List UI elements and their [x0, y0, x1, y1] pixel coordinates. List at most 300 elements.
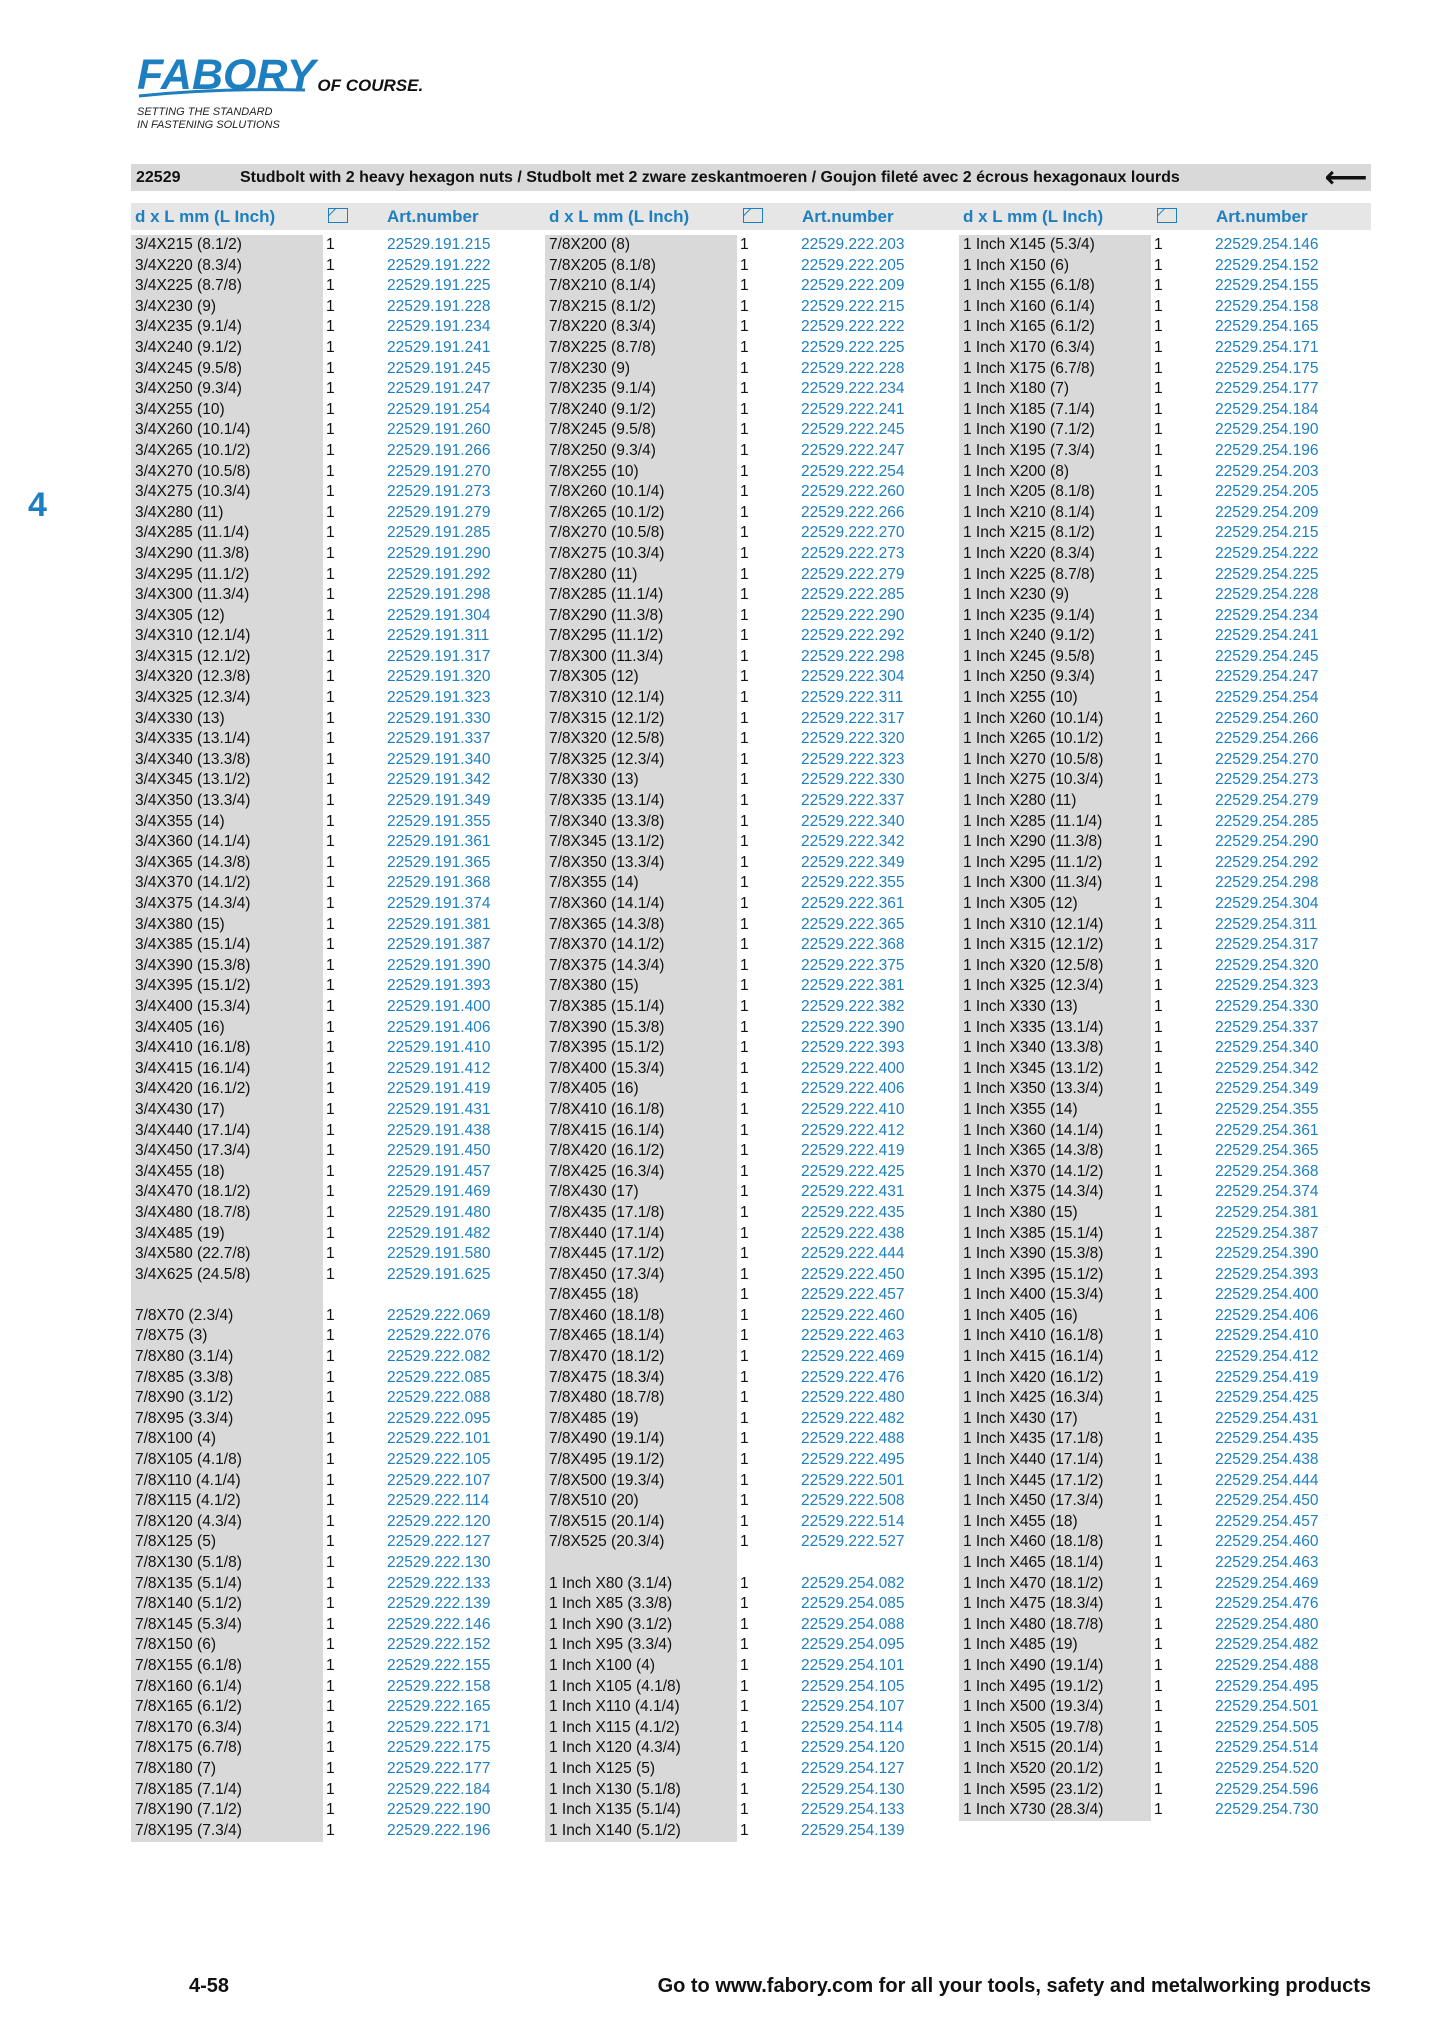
- art-number-cell[interactable]: 22529.222.270: [801, 524, 905, 542]
- art-number-cell[interactable]: 22529.222.076: [387, 1327, 491, 1345]
- quantity-cell: 1: [1154, 338, 1163, 356]
- art-number-cell[interactable]: 22529.222.527: [801, 1533, 905, 1551]
- art-number-cell[interactable]: 22529.191.234: [387, 318, 491, 336]
- art-number-cell[interactable]: 22529.191.215: [387, 236, 491, 253]
- dimension-cell: 1 Inch X380 (15): [963, 1203, 1078, 1221]
- art-number-cell[interactable]: 22529.222.205: [801, 256, 905, 274]
- art-number-cell[interactable]: 22529.191.355: [387, 812, 491, 830]
- art-number-cell[interactable]: 22529.191.342: [387, 771, 491, 789]
- art-number-cell[interactable]: 22529.222.390: [801, 1018, 905, 1036]
- art-number-cell[interactable]: 22529.254.152: [1215, 256, 1319, 274]
- art-number-cell[interactable]: 22529.254.406: [1215, 1306, 1319, 1324]
- art-number-cell[interactable]: 22529.222.337: [801, 792, 905, 810]
- art-number-cell[interactable]: 22529.222.105: [387, 1451, 491, 1469]
- art-number-cell[interactable]: 22529.222.444: [801, 1245, 905, 1263]
- art-number-cell[interactable]: 22529.222.488: [801, 1430, 905, 1448]
- art-number-cell[interactable]: 22529.222.247: [801, 441, 905, 459]
- quantity-cell: 1: [326, 1759, 335, 1777]
- quantity-cell: 1: [740, 586, 749, 604]
- art-number-cell[interactable]: 22529.254.365: [1215, 1142, 1319, 1160]
- art-number-cell[interactable]: 22529.254.247: [1215, 668, 1319, 686]
- dimension-cell: 1 Inch X360 (14.1/4): [963, 1121, 1104, 1139]
- art-number-cell[interactable]: 22529.222.165: [387, 1698, 491, 1716]
- art-number-cell[interactable]: 22529.222.085: [387, 1368, 491, 1386]
- quantity-cell: 1: [326, 1451, 335, 1469]
- art-number-cell[interactable]: 22529.254.460: [1215, 1533, 1319, 1551]
- art-number-cell[interactable]: 22529.254.390: [1215, 1245, 1319, 1263]
- dimension-cell: 3/4X350 (13.3/4): [135, 792, 251, 810]
- art-number-cell[interactable]: 22529.222.266: [801, 503, 905, 521]
- art-number-cell[interactable]: 22529.254.175: [1215, 359, 1319, 377]
- quantity-cell: 1: [1154, 1554, 1163, 1571]
- art-number-cell[interactable]: 22529.254.425: [1215, 1389, 1319, 1407]
- dimension-cell: 7/8X175 (6.7/8): [135, 1739, 242, 1757]
- dimension-cell: 1 Inch X470 (18.1/2): [963, 1574, 1104, 1592]
- art-number-cell[interactable]: 22529.254.505: [1215, 1718, 1319, 1736]
- dimension-cell: 3/4X240 (9.1/2): [135, 338, 242, 356]
- art-number-cell[interactable]: 22529.254.298: [1215, 874, 1319, 892]
- art-number-cell[interactable]: 22529.254.203: [1215, 462, 1319, 480]
- art-number-cell[interactable]: 22529.254.196: [1215, 441, 1319, 459]
- dimension-cell: 1 Inch X515 (20.1/4): [963, 1739, 1104, 1757]
- art-number-cell[interactable]: 22529.254.105: [801, 1677, 905, 1695]
- art-number-cell[interactable]: 22529.191.298: [387, 586, 491, 604]
- art-number-cell[interactable]: 22529.191.317: [387, 647, 491, 665]
- art-number-cell[interactable]: 22529.191.337: [387, 730, 491, 748]
- dimension-cell: 1 Inch X430 (17): [963, 1409, 1078, 1427]
- art-number-cell[interactable]: 22529.222.114: [387, 1492, 490, 1510]
- art-number-cell[interactable]: 22529.254.410: [1215, 1327, 1319, 1345]
- dimension-cell: 7/8X220 (8.3/4): [549, 318, 656, 336]
- art-number-cell[interactable]: 22529.191.241: [387, 338, 491, 356]
- art-number-cell[interactable]: 22529.222.304: [801, 668, 905, 686]
- art-number-cell[interactable]: 22529.254.381: [1215, 1203, 1319, 1221]
- art-number-cell[interactable]: 22529.222.095: [387, 1409, 491, 1427]
- art-number-cell[interactable]: 22529.222.382: [801, 997, 905, 1015]
- quantity-cell: 1: [1154, 1595, 1163, 1613]
- art-number-cell[interactable]: 22529.222.355: [801, 874, 905, 892]
- dimension-cell: 7/8X275 (10.3/4): [549, 544, 665, 562]
- art-number-cell[interactable]: 22529.222.215: [801, 297, 905, 315]
- art-number-cell[interactable]: 22529.254.340: [1215, 1039, 1319, 1057]
- art-number-cell[interactable]: 22529.222.381: [801, 977, 905, 995]
- art-number-cell[interactable]: 22529.254.114: [801, 1718, 904, 1736]
- art-number-cell[interactable]: 22529.191.400: [387, 997, 491, 1015]
- art-number-cell[interactable]: 22529.222.495: [801, 1451, 905, 1469]
- dimension-cell: 1 Inch X140 (5.1/2): [549, 1821, 681, 1839]
- art-number-cell[interactable]: 22529.222.088: [387, 1389, 491, 1407]
- art-number-cell[interactable]: 22529.222.260: [801, 483, 905, 501]
- dimension-cell: 3/4X450 (17.3/4): [135, 1142, 251, 1160]
- art-number-cell[interactable]: 22529.222.290: [801, 606, 905, 624]
- art-number-cell[interactable]: 22529.254.337: [1215, 1018, 1319, 1036]
- art-number-cell[interactable]: 22529.254.101: [801, 1656, 905, 1674]
- quantity-cell: 1: [1154, 1039, 1163, 1057]
- dimension-cell: 1 Inch X390 (15.3/8): [963, 1245, 1104, 1263]
- art-number-cell[interactable]: 22529.222.431: [801, 1183, 905, 1201]
- art-number-cell[interactable]: 22529.222.340: [801, 812, 905, 830]
- art-number-cell[interactable]: 22529.222.320: [801, 730, 905, 748]
- quantity-cell: 1: [740, 956, 749, 974]
- art-number-cell[interactable]: 22529.254.355: [1215, 1100, 1319, 1118]
- art-number-cell[interactable]: 22529.191.304: [387, 606, 491, 624]
- art-number-cell[interactable]: 22529.254.205: [1215, 483, 1319, 501]
- art-number-cell[interactable]: 22529.254.730: [1215, 1801, 1319, 1819]
- art-number-cell[interactable]: 22529.191.482: [387, 1224, 491, 1242]
- art-number-cell[interactable]: 22529.254.228: [1215, 586, 1319, 604]
- art-number-cell[interactable]: 22529.191.469: [387, 1183, 491, 1201]
- art-number-cell[interactable]: 22529.191.260: [387, 421, 491, 439]
- art-number-cell[interactable]: 22529.222.410: [801, 1100, 905, 1118]
- quantity-cell: 1: [740, 627, 749, 645]
- quantity-cell: 1: [740, 750, 749, 768]
- art-number-cell[interactable]: 22529.254.234: [1215, 606, 1319, 624]
- art-number-cell[interactable]: 22529.254.254: [1215, 689, 1319, 707]
- quantity-cell: 1: [740, 895, 749, 912]
- quantity-cell: 1: [326, 380, 335, 398]
- art-number-cell[interactable]: 22529.254.171: [1215, 338, 1319, 356]
- art-number-cell[interactable]: 22529.254.323: [1215, 977, 1319, 995]
- art-number-cell[interactable]: 22529.254.184: [1215, 400, 1319, 418]
- art-number-cell[interactable]: 22529.191.365: [387, 853, 491, 871]
- art-number-cell[interactable]: 22529.191.419: [387, 1080, 491, 1098]
- art-number-cell[interactable]: 22529.254.457: [1215, 1512, 1319, 1530]
- art-number-cell[interactable]: 22529.254.241: [1215, 627, 1319, 645]
- back-arrow-icon[interactable]: ⟵: [1324, 160, 1368, 194]
- art-number-cell[interactable]: 22529.222.245: [801, 421, 905, 439]
- art-number-cell[interactable]: 22529.254.146: [1215, 236, 1319, 253]
- dimension-cell: 7/8X185 (7.1/4): [135, 1780, 242, 1798]
- art-number-cell[interactable]: 22529.254.444: [1215, 1471, 1319, 1489]
- art-number-cell[interactable]: 22529.222.349: [801, 853, 905, 871]
- quantity-cell: 1: [740, 1739, 749, 1757]
- art-number-cell[interactable]: 22529.254.514: [1215, 1739, 1319, 1757]
- art-number-cell[interactable]: 22529.222.082: [387, 1348, 491, 1366]
- art-number-cell[interactable]: 22529.254.130: [801, 1780, 905, 1798]
- art-number-cell[interactable]: 22529.254.085: [801, 1595, 905, 1613]
- art-number-cell[interactable]: 22529.191.311: [387, 627, 490, 645]
- art-number-cell[interactable]: 22529.254.438: [1215, 1451, 1319, 1469]
- art-number-cell[interactable]: 22529.191.410: [387, 1039, 491, 1057]
- dimension-cell: 7/8X160 (6.1/4): [135, 1677, 242, 1695]
- art-number-cell[interactable]: 22529.222.317: [801, 709, 905, 727]
- art-number-cell[interactable]: 22529.254.222: [1215, 544, 1319, 562]
- logo-word: FABORY: [137, 51, 316, 99]
- art-number-cell[interactable]: 22529.222.069: [387, 1306, 491, 1324]
- art-number-cell[interactable]: 22529.222.184: [387, 1780, 491, 1798]
- dimension-cell: 7/8X470 (18.1/2): [549, 1348, 665, 1366]
- quantity-cell: 1: [1154, 1203, 1163, 1221]
- art-number-cell[interactable]: 22529.222.241: [801, 400, 905, 418]
- art-number-cell[interactable]: 22529.254.320: [1215, 956, 1319, 974]
- art-number-cell[interactable]: 22529.222.400: [801, 1059, 905, 1077]
- art-number-cell[interactable]: 22529.222.323: [801, 750, 905, 768]
- dimension-cell: 1 Inch X440 (17.1/4): [963, 1451, 1104, 1469]
- art-number-cell[interactable]: 22529.222.292: [801, 627, 905, 645]
- art-number-cell[interactable]: 22529.254.266: [1215, 730, 1319, 748]
- art-number-cell[interactable]: 22529.191.320: [387, 668, 491, 686]
- art-number-cell[interactable]: 22529.222.285: [801, 586, 905, 604]
- art-number-cell[interactable]: 22529.222.393: [801, 1039, 905, 1057]
- dimension-cell: 7/8X195 (7.3/4): [135, 1821, 242, 1839]
- art-number-cell[interactable]: 22529.191.285: [387, 524, 491, 542]
- art-number-cell[interactable]: 22529.222.435: [801, 1203, 905, 1221]
- dimension-cell: 1 Inch X500 (19.3/4): [963, 1698, 1104, 1716]
- dimension-cell: 1 Inch X450 (17.3/4): [963, 1492, 1104, 1510]
- art-number-cell[interactable]: 22529.191.368: [387, 874, 491, 892]
- art-number-cell[interactable]: 22529.254.088: [801, 1615, 905, 1633]
- art-number-cell[interactable]: 22529.254.412: [1215, 1348, 1319, 1366]
- art-number-cell[interactable]: 22529.191.438: [387, 1121, 491, 1139]
- art-number-cell[interactable]: 22529.191.387: [387, 936, 491, 954]
- art-number-cell[interactable]: 22529.222.298: [801, 647, 905, 665]
- art-number-cell[interactable]: 22529.222.203: [801, 236, 905, 253]
- art-number-cell[interactable]: 22529.222.107: [387, 1471, 491, 1489]
- art-number-cell[interactable]: 22529.191.273: [387, 483, 491, 501]
- art-number-cell[interactable]: 22529.254.495: [1215, 1677, 1319, 1695]
- art-number-cell[interactable]: 22529.222.254: [801, 462, 905, 480]
- art-number-cell[interactable]: 22529.222.175: [387, 1739, 491, 1757]
- art-number-cell[interactable]: 22529.191.279: [387, 503, 491, 521]
- art-number-cell[interactable]: 22529.222.155: [387, 1656, 491, 1674]
- art-number-cell[interactable]: 22529.191.406: [387, 1018, 491, 1036]
- product-title-bar: [131, 160, 1371, 194]
- art-number-cell[interactable]: 22529.191.340: [387, 750, 491, 768]
- art-number-cell[interactable]: 22529.222.234: [801, 380, 905, 398]
- art-number-cell[interactable]: 22529.254.476: [1215, 1595, 1319, 1613]
- logo-tagline-line2: IN FASTENING SOLUTIONS: [137, 119, 280, 131]
- art-number-cell[interactable]: 22529.254.596: [1215, 1780, 1319, 1798]
- art-number-cell[interactable]: 22529.222.133: [387, 1574, 491, 1592]
- art-number-cell[interactable]: 22529.191.361: [387, 833, 491, 851]
- art-number-cell[interactable]: 22529.222.130: [387, 1554, 491, 1571]
- quantity-cell: 1: [740, 1759, 749, 1777]
- art-number-cell[interactable]: 22529.254.419: [1215, 1368, 1319, 1386]
- art-number-cell[interactable]: 22529.191.247: [387, 380, 491, 398]
- art-number-cell[interactable]: 22529.254.279: [1215, 792, 1319, 810]
- art-number-cell[interactable]: 22529.254.139: [801, 1821, 905, 1839]
- art-number-cell[interactable]: 22529.254.435: [1215, 1430, 1319, 1448]
- art-number-cell[interactable]: 22529.254.368: [1215, 1162, 1319, 1180]
- art-number-cell[interactable]: 22529.222.375: [801, 956, 905, 974]
- art-number-cell[interactable]: 22529.254.107: [801, 1698, 905, 1716]
- art-number-cell[interactable]: 22529.254.190: [1215, 421, 1319, 439]
- header-art-number: Art.number: [802, 207, 894, 226]
- quantity-cell: 1: [740, 544, 749, 562]
- quantity-cell: 1: [1154, 544, 1163, 562]
- art-number-cell[interactable]: 22529.222.342: [801, 833, 905, 851]
- art-number-cell[interactable]: 22529.254.361: [1215, 1121, 1319, 1139]
- art-number-cell[interactable]: 22529.254.469: [1215, 1574, 1319, 1592]
- dimension-cell: 7/8X495 (19.1/2): [549, 1451, 665, 1469]
- art-number-cell[interactable]: 22529.222.463: [801, 1327, 905, 1345]
- dimension-cell: 7/8X410 (16.1/8): [549, 1100, 665, 1118]
- art-number-cell[interactable]: 22529.254.127: [801, 1759, 905, 1777]
- art-number-cell[interactable]: 22529.191.245: [387, 359, 491, 377]
- art-number-cell[interactable]: 22529.191.431: [387, 1100, 491, 1118]
- art-number-cell[interactable]: 22529.191.393: [387, 977, 491, 995]
- dimension-cell: 1 Inch X220 (8.3/4): [963, 544, 1095, 562]
- dimension-cell: 7/8X465 (18.1/4): [549, 1327, 665, 1345]
- art-number-cell[interactable]: 22529.254.342: [1215, 1059, 1319, 1077]
- art-number-cell[interactable]: 22529.222.480: [801, 1389, 905, 1407]
- quantity-cell: 1: [326, 792, 335, 810]
- art-number-cell[interactable]: 22529.222.368: [801, 936, 905, 954]
- art-number-cell[interactable]: 22529.254.480: [1215, 1615, 1319, 1633]
- art-number-cell[interactable]: 22529.191.222: [387, 256, 491, 274]
- art-number-cell[interactable]: 22529.254.120: [801, 1739, 905, 1757]
- logo-tagline: [137, 106, 423, 132]
- art-number-cell[interactable]: 22529.254.270: [1215, 750, 1319, 768]
- art-number-cell[interactable]: 22529.222.450: [801, 1265, 905, 1283]
- art-number-cell[interactable]: 22529.222.330: [801, 771, 905, 789]
- art-number-cell[interactable]: 22529.254.387: [1215, 1224, 1319, 1242]
- art-number-cell[interactable]: 22529.222.222: [801, 318, 905, 336]
- art-number-cell[interactable]: 22529.254.311: [1215, 915, 1318, 933]
- quantity-cell: 1: [326, 565, 335, 583]
- quantity-cell: 1: [740, 1451, 749, 1469]
- dimension-cell: 1 Inch X485 (19): [963, 1636, 1078, 1654]
- art-number-cell[interactable]: 22529.254.374: [1215, 1183, 1319, 1201]
- art-number-cell[interactable]: 22529.222.127: [387, 1533, 491, 1551]
- quantity-cell: 1: [740, 1306, 749, 1324]
- art-number-cell[interactable]: 22529.222.209: [801, 277, 905, 295]
- art-number-cell[interactable]: 22529.254.209: [1215, 503, 1319, 521]
- quantity-cell: 1: [1154, 668, 1163, 686]
- art-number-cell[interactable]: 22529.191.349: [387, 792, 491, 810]
- art-number-cell[interactable]: 22529.222.514: [801, 1512, 905, 1530]
- art-number-cell[interactable]: 22529.222.225: [801, 338, 905, 356]
- art-number-cell[interactable]: 22529.191.270: [387, 462, 491, 480]
- art-number-cell[interactable]: 22529.222.508: [801, 1492, 905, 1510]
- art-number-cell[interactable]: 22529.254.317: [1215, 936, 1319, 954]
- art-number-cell[interactable]: 22529.254.349: [1215, 1080, 1319, 1098]
- art-number-cell[interactable]: 22529.191.412: [387, 1059, 491, 1077]
- art-number-cell[interactable]: 22529.222.146: [387, 1615, 491, 1633]
- quantity-cell: 1: [1154, 750, 1163, 768]
- quantity-cell: 1: [1154, 977, 1163, 995]
- dimension-cell: 1 Inch X330 (13): [963, 997, 1078, 1015]
- quantity-cell: 1: [1154, 483, 1163, 501]
- art-number-cell[interactable]: 22529.222.361: [801, 895, 905, 912]
- dimension-cell: 7/8X475 (18.3/4): [549, 1368, 665, 1386]
- art-number-cell[interactable]: 22529.254.450: [1215, 1492, 1319, 1510]
- art-number-cell[interactable]: 22529.191.323: [387, 689, 491, 707]
- art-number-cell[interactable]: 22529.222.482: [801, 1409, 905, 1427]
- art-number-cell[interactable]: 22529.254.330: [1215, 997, 1319, 1015]
- art-number-cell[interactable]: 22529.254.273: [1215, 771, 1319, 789]
- art-number-cell[interactable]: 22529.191.580: [387, 1245, 491, 1263]
- art-number-cell[interactable]: 22529.222.501: [801, 1471, 905, 1489]
- art-number-cell[interactable]: 22529.254.285: [1215, 812, 1319, 830]
- art-number-cell[interactable]: 22529.191.374: [387, 895, 491, 912]
- art-number-cell[interactable]: 22529.222.273: [801, 544, 905, 562]
- art-number-cell[interactable]: 22529.222.171: [387, 1718, 491, 1736]
- art-number-cell[interactable]: 22529.254.158: [1215, 297, 1319, 315]
- art-number-cell[interactable]: 22529.222.412: [801, 1121, 905, 1139]
- art-number-cell[interactable]: 22529.254.292: [1215, 853, 1319, 871]
- quantity-cell: 1: [326, 236, 335, 253]
- art-number-cell[interactable]: 22529.222.365: [801, 915, 905, 933]
- art-number-cell[interactable]: 22529.254.501: [1215, 1698, 1319, 1716]
- art-number-cell[interactable]: 22529.191.480: [387, 1203, 491, 1221]
- art-number-cell[interactable]: 22529.254.520: [1215, 1759, 1319, 1777]
- art-number-cell[interactable]: 22529.254.165: [1215, 318, 1319, 336]
- art-number-cell[interactable]: 22529.222.457: [801, 1286, 905, 1304]
- art-number-cell[interactable]: 22529.254.082: [801, 1574, 905, 1592]
- art-number-cell[interactable]: 22529.222.196: [387, 1821, 491, 1839]
- art-number-cell[interactable]: 22529.254.400: [1215, 1286, 1319, 1304]
- art-number-cell[interactable]: 22529.254.095: [801, 1636, 905, 1654]
- quantity-cell: 1: [326, 1162, 335, 1180]
- art-number-cell[interactable]: 22529.191.390: [387, 956, 491, 974]
- dimension-cell: 1 Inch X400 (15.3/4): [963, 1286, 1104, 1304]
- art-number-cell[interactable]: 22529.222.279: [801, 565, 905, 583]
- art-number-cell[interactable]: 22529.222.158: [387, 1677, 491, 1695]
- art-number-cell[interactable]: 22529.254.155: [1215, 277, 1319, 295]
- header-art-number: Art.number: [1216, 207, 1308, 226]
- art-number-cell[interactable]: 22529.191.266: [387, 441, 491, 459]
- art-number-cell[interactable]: 22529.222.101: [387, 1430, 491, 1448]
- art-number-cell[interactable]: 22529.191.381: [387, 915, 491, 933]
- art-number-cell[interactable]: 22529.254.225: [1215, 565, 1319, 583]
- art-number-cell[interactable]: 22529.254.290: [1215, 833, 1319, 851]
- art-number-cell[interactable]: 22529.222.476: [801, 1368, 905, 1386]
- art-number-cell[interactable]: 22529.191.228: [387, 297, 491, 315]
- dimension-cell: 1 Inch X355 (14): [963, 1100, 1078, 1118]
- art-number-cell[interactable]: 22529.191.625: [387, 1265, 491, 1283]
- art-number-cell[interactable]: 22529.222.425: [801, 1162, 905, 1180]
- art-number-cell[interactable]: 22529.222.228: [801, 359, 905, 377]
- art-number-cell[interactable]: 22529.222.469: [801, 1348, 905, 1366]
- art-number-cell[interactable]: 22529.222.406: [801, 1080, 905, 1098]
- quantity-cell: 1: [1154, 1080, 1163, 1098]
- quantity-cell: 1: [740, 1080, 749, 1098]
- art-number-cell[interactable]: 22529.222.152: [387, 1636, 491, 1654]
- art-number-cell[interactable]: 22529.222.311: [801, 689, 904, 707]
- quantity-cell: 1: [1154, 1759, 1163, 1777]
- art-number-cell[interactable]: 22529.191.330: [387, 709, 491, 727]
- art-number-cell[interactable]: 22529.254.177: [1215, 380, 1319, 398]
- art-number-cell[interactable]: 22529.191.292: [387, 565, 491, 583]
- art-number-cell[interactable]: 22529.222.139: [387, 1595, 491, 1613]
- art-number-cell[interactable]: 22529.254.488: [1215, 1656, 1319, 1674]
- art-number-cell[interactable]: 22529.254.133: [801, 1801, 905, 1819]
- art-number-cell[interactable]: 22529.222.460: [801, 1306, 905, 1324]
- art-number-cell[interactable]: 22529.222.438: [801, 1224, 905, 1242]
- quantity-cell: 1: [740, 1533, 749, 1551]
- art-number-cell[interactable]: 22529.191.290: [387, 544, 491, 562]
- art-number-cell[interactable]: 22529.254.245: [1215, 647, 1319, 665]
- art-number-cell[interactable]: 22529.254.463: [1215, 1554, 1319, 1571]
- art-number-cell[interactable]: 22529.191.254: [387, 400, 491, 418]
- art-number-cell[interactable]: 22529.254.215: [1215, 524, 1319, 542]
- art-number-cell[interactable]: 22529.222.419: [801, 1142, 905, 1160]
- art-number-cell[interactable]: 22529.191.457: [387, 1162, 491, 1180]
- art-number-cell[interactable]: 22529.191.450: [387, 1142, 491, 1160]
- art-number-cell[interactable]: 22529.254.304: [1215, 895, 1319, 912]
- art-number-cell[interactable]: 22529.191.225: [387, 277, 491, 295]
- art-number-cell[interactable]: 22529.222.120: [387, 1512, 491, 1530]
- art-number-cell[interactable]: 22529.222.177: [387, 1759, 491, 1777]
- quantity-cell: 1: [740, 277, 749, 295]
- art-number-cell[interactable]: 22529.254.482: [1215, 1636, 1319, 1654]
- quantity-cell: 1: [1154, 1471, 1163, 1489]
- art-number-cell[interactable]: 22529.254.431: [1215, 1409, 1319, 1427]
- art-number-cell[interactable]: 22529.254.260: [1215, 709, 1319, 727]
- art-number-cell[interactable]: 22529.254.393: [1215, 1265, 1319, 1283]
- art-number-cell[interactable]: 22529.222.190: [387, 1801, 491, 1819]
